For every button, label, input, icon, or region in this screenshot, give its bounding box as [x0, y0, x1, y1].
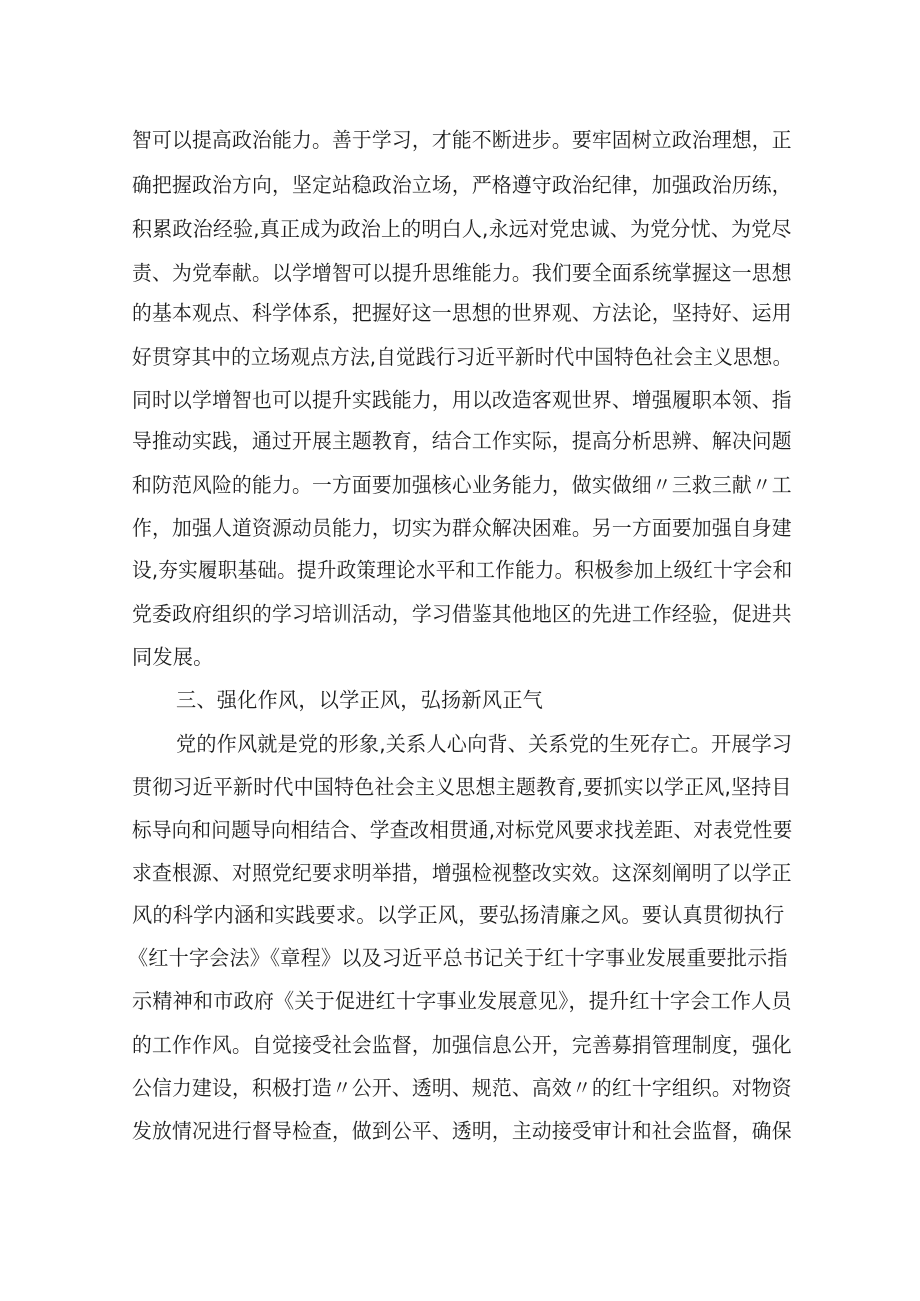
text-line: 好贯穿其中的立场观点方法,自觉践行习近平新时代中国特色社会主义思想。 — [132, 345, 793, 369]
text-line: 设,夯实履职基础。提升政策理论水平和工作能力。积极参加上级红十字会和 — [132, 558, 793, 582]
text-line: 作，加强人道资源动员能力，切实为群众解决困难。另一方面要加强自身建 — [132, 516, 792, 540]
text-line: 示精神和市政府《关于促进红十字事业发展意见》，提升红十字会工作人员 — [132, 989, 792, 1013]
text-line: 公信力建设，积极打造〃公开、透明、规范、高效〃的红十字组织。对物资 — [132, 1076, 792, 1100]
text-line: 同发展。 — [132, 645, 214, 669]
text-line: 风的科学内涵和实践要求。以学正风，要弘扬清廉之风。要认真贯彻执行 — [132, 903, 785, 927]
section-heading: 三、强化作风，以学正风，弘扬新风正气 — [176, 688, 543, 712]
text-line: 的工作作风。自觉接受社会监督，加强信息公开，完善募捐管理制度，强化 — [132, 1033, 792, 1057]
text-line: 党委政府组织的学习培训活动，学习借鉴其他地区的先进工作经验，促进共 — [132, 602, 792, 626]
text-line: 确把握政治方向，坚定站稳政治立场，严格遵守政治纪律，加强政治历练， — [132, 173, 792, 197]
text-line: 责、为党奉献。以学增智可以提升思维能力。我们要全面系统掌握这一思想 — [132, 261, 792, 285]
text-line: 积累政治经验,真正成为政治上的明白人,永远对党忠诚、为党分忧、为党尽 — [132, 217, 792, 241]
text-line: 智可以提高政治能力。善于学习，才能不断进步。要牢固树立政治理想，正 — [132, 128, 792, 152]
text-line: 的基本观点、科学体系，把握好这一思想的世界观、方法论，坚持好、运用 — [132, 301, 792, 325]
text-line: 导推动实践，通过开展主题教育，结合工作实际，提高分析思辨、解决问题 — [132, 429, 792, 453]
text-line: 贯彻习近平新时代中国特色社会主义思想主题教育,要抓实以学正风,坚持目 — [132, 775, 792, 799]
paragraph-first-line: 党的作风就是党的形象,关系人心向背、关系党的生死存亡。开展学习 — [176, 732, 793, 756]
text-line: 和防范风险的能力。一方面要加强核心业务能力，做实做细〃三救三献〃工 — [132, 473, 792, 497]
text-line: 求查根源、对照党纪要求明举措，增强检视整改实效。这深刻阐明了以学正 — [132, 861, 792, 885]
text-line: 同时以学增智也可以提升实践能力，用以改造客观世界、增强履职本领、指 — [132, 388, 792, 412]
text-line: 标导向和问题导向相结合、学查改相贯通,对标党风要求找差距、对表党性要 — [132, 818, 793, 842]
text-line: 发放情况进行督导检查，做到公平、透明，主动接受审计和社会监督，确保 — [132, 1119, 792, 1143]
text-line: 《红十字会法》《章程》以及习近平总书记关于红十字事业发展重要批示指 — [128, 946, 788, 970]
